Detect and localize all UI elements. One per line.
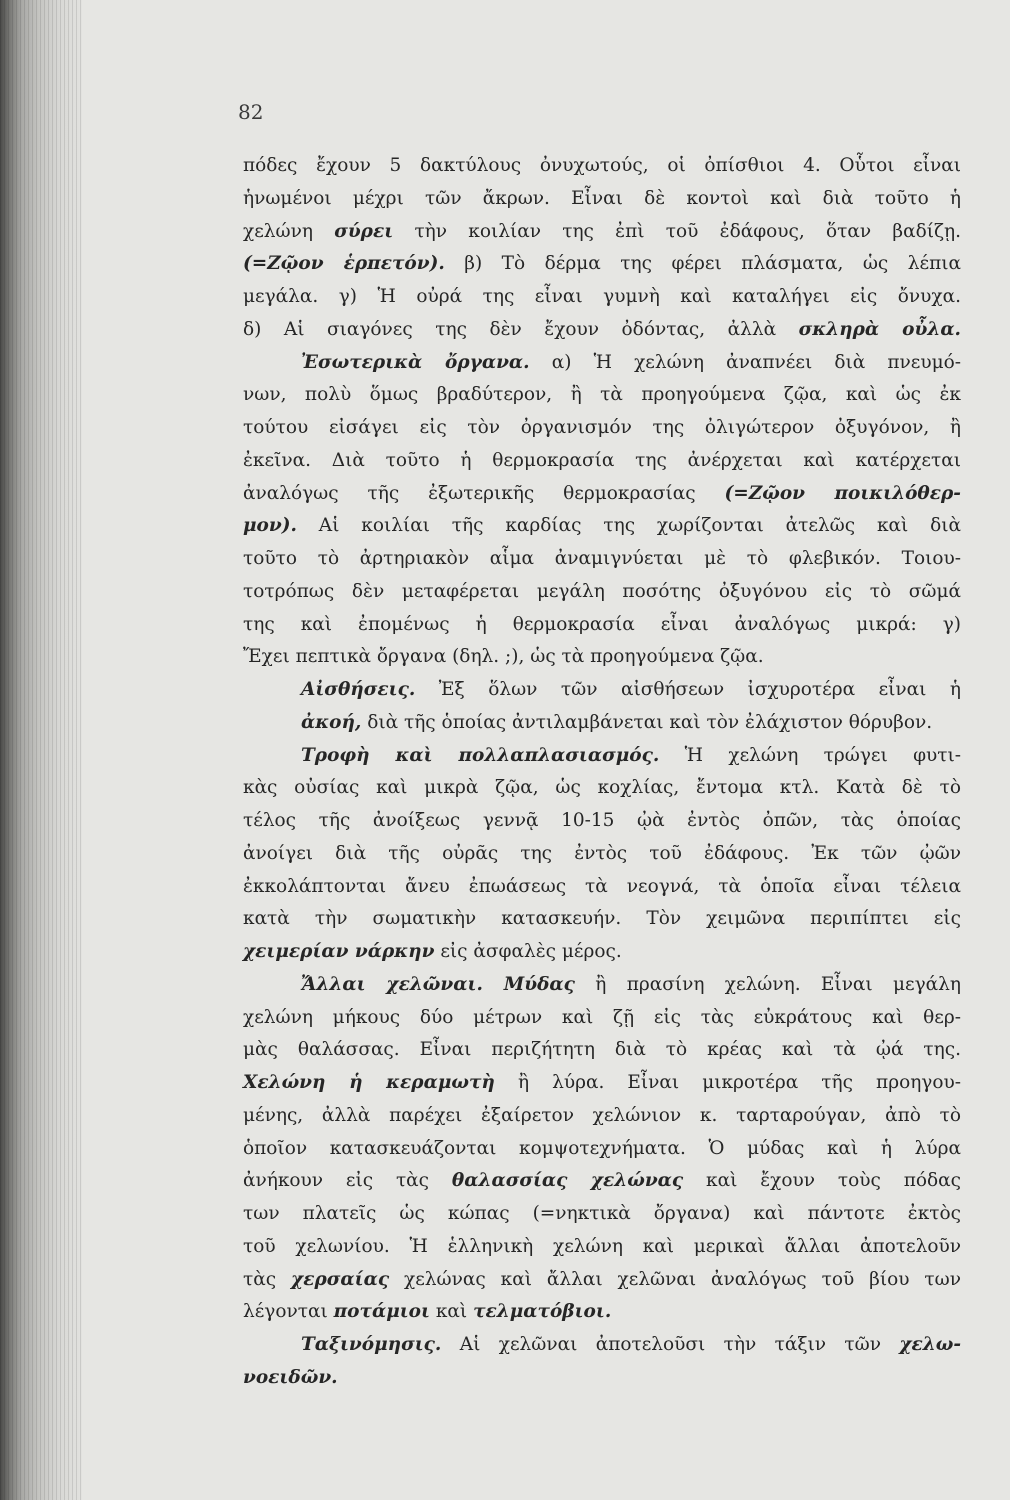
text-run: δ) Αἱ σιαγόνες της δὲν ἔχουν ὀδόντας, ἀλλὰ bbox=[243, 318, 799, 340]
emphasized-term: σύρει bbox=[334, 220, 394, 242]
text-run: Αἱ κοιλίαι τῆς καρδίας της χωρίζονται ἀτελῶς καὶ διὰ bbox=[296, 515, 961, 537]
text-run: μεγάλα. γ) Ἡ οὐρά της εἶναι γυμνὴ καὶ καταλήγει εἰς ὄνυχα. bbox=[243, 286, 961, 307]
text-line bbox=[243, 1198, 961, 1231]
text-line bbox=[243, 1329, 961, 1362]
text-run: ἐκεῖνα. Διὰ τοῦτο ἡ θερμοκρασία της ἀνέρχεται καὶ κατέρχεται bbox=[243, 449, 961, 471]
text-line bbox=[243, 314, 961, 347]
text-line bbox=[243, 412, 961, 445]
text-run: κὰς οὐσίας καὶ μικρὰ ζῷα, ὡς κοχλίας, ἔντομα κτλ. Κατὰ δὲ τὸ bbox=[243, 777, 961, 799]
emphasized-term: Τροφὴ καὶ πολλαπλασιασμός. bbox=[301, 744, 660, 766]
text-line bbox=[243, 674, 961, 707]
text-run: διὰ τῆς ὁποίας ἀντιλαμβάνεται καὶ τὸν ἐλάχιστον θόρυβον. bbox=[361, 711, 933, 733]
text-run: Ἐξ ὅλων τῶν αἰσθήσεων ἰσχυροτέρα εἶναι ἡ bbox=[415, 679, 961, 700]
text-line bbox=[243, 543, 961, 576]
text-run: χελώνας καὶ ἄλλαι χελῶναι ἀναλόγως τοῦ βίου των bbox=[389, 1268, 961, 1290]
text-line bbox=[243, 1133, 961, 1166]
emphasized-term: Ἐσωτερικὰ ὄργανα. bbox=[301, 351, 530, 373]
text-line bbox=[243, 1002, 961, 1035]
emphasized-term: χελω- bbox=[899, 1334, 961, 1355]
text-run: πόδες ἔχουν 5 δακτύλους ὀνυχωτούς, οἱ ὀπίσθιοι 4. Οὗτοι εἶναι bbox=[243, 155, 961, 176]
emphasized-term: τελματόβιοι. bbox=[473, 1301, 612, 1323]
text-run: ἡνωμένοι μέχρι τῶν ἄκρων. Εἶναι δὲ κοντοὶ καὶ διὰ τοῦτο ἡ bbox=[243, 187, 961, 209]
text-run: τούτου εἰσάγει εἰς τὸν ὀργανισμόν της ὀλιγώτερον ὀξυγόνον, ἢ bbox=[243, 417, 961, 438]
text-line bbox=[243, 445, 961, 478]
text-line bbox=[243, 1100, 961, 1133]
text-run: ἀνοίγει διὰ τῆς οὐρᾶς της ἐντὸς τοῦ ἐδάφους. Ἐκ τῶν ᾠῶν bbox=[243, 842, 961, 864]
emphasized-term: ποτάμιοι bbox=[333, 1301, 430, 1323]
text-line bbox=[243, 936, 961, 969]
text-run: νων, πολὺ ὅμως βραδύτερον, ἢ τὰ προηγούμενα ζῷα, καὶ ὡς ἐκ bbox=[243, 384, 961, 406]
text-run: της καὶ ἐπομένως ἡ θερμοκρασία εἶναι ἀναλόγως μικρά: γ) bbox=[243, 613, 961, 635]
text-line bbox=[243, 805, 961, 838]
text-line bbox=[243, 903, 961, 936]
book-spine bbox=[0, 0, 82, 1500]
emphasized-term: ἀκοή, bbox=[301, 711, 362, 733]
text-run: β) Τὸ δέρμα της φέρει πλάσματα, ὡς λέπια bbox=[444, 253, 961, 275]
text-run: μένης, ἀλλὰ παρέχει ἐξαίρετον χελώνιον κ. ταρταρούγαν, ἀπὸ τὸ bbox=[243, 1104, 961, 1126]
text-line bbox=[243, 1067, 961, 1100]
emphasized-term: Ταξινόμησις. bbox=[301, 1334, 442, 1355]
text-line bbox=[243, 347, 961, 380]
text-line bbox=[243, 707, 961, 740]
text-line bbox=[243, 478, 961, 511]
emphasized-term: (=Ζῷον ποικιλόθερ- bbox=[724, 482, 961, 504]
text-run: ἀναλόγως τῆς ἐξωτερικῆς θερμοκρασίας bbox=[243, 482, 725, 504]
page-text bbox=[243, 150, 961, 1395]
text-line bbox=[243, 1034, 961, 1067]
text-run: Ἔχει πεπτικὰ ὄργανα (δηλ. ;), ὡς τὰ προηγούμενα ζῷα. bbox=[243, 646, 764, 668]
text-line bbox=[243, 248, 961, 281]
emphasized-term: σκληρὰ οὖλα. bbox=[798, 318, 962, 340]
text-run: τὴν κοιλίαν της ἐπὶ τοῦ ἐδάφους, ὅταν βαδίζῃ. bbox=[393, 220, 961, 242]
text-line bbox=[243, 379, 961, 412]
text-line bbox=[243, 1264, 961, 1297]
page-number: 82 bbox=[238, 100, 264, 124]
text-run: ἢ λύρα. Εἶναι μικροτέρα τῆς προηγου- bbox=[494, 1072, 962, 1093]
text-line bbox=[243, 216, 961, 249]
text-run: α) Ἡ χελώνη ἀναπνέει διὰ πνευμό- bbox=[529, 351, 961, 373]
emphasized-term: Χελώνη ἡ κεραμωτὴ bbox=[243, 1072, 495, 1093]
text-run: τέλος τῆς ἀνοίξεως γεννᾷ 10-15 ᾠὰ ἐντὸς ὀπῶν, τὰς ὁποίας bbox=[243, 810, 961, 831]
text-run: τοῦτο τὸ ἀρτηριακὸν αἷμα ἀναμιγνύεται μὲ τὸ φλεβικόν. Τοιου- bbox=[243, 548, 961, 569]
text-line bbox=[243, 609, 961, 642]
text-line bbox=[243, 1362, 961, 1395]
emphasized-term: Αἰσθήσεις. bbox=[301, 679, 416, 700]
text-line bbox=[243, 871, 961, 904]
text-line bbox=[243, 183, 961, 216]
text-run: κατὰ τὴν σωματικὴν κατασκευήν. Τὸν χειμῶνα περιπίπτει εἰς bbox=[243, 908, 961, 930]
text-line bbox=[243, 1231, 961, 1264]
text-run: εἰς ἀσφαλὲς μέρος. bbox=[434, 941, 622, 962]
emphasized-term: θαλασσίας χελώνας bbox=[451, 1170, 684, 1192]
text-run: χελώνη μήκους δύο μέτρων καὶ ζῇ εἰς τὰς εὐκράτους καὶ θερ- bbox=[243, 1006, 961, 1028]
emphasized-term: Ἄλλαι χελῶναι. Μύδας bbox=[301, 973, 575, 995]
text-run: ὁποῖον κατασκευάζονται κομψοτεχνήματα. Ὁ μύδας καὶ ἡ λύρα bbox=[243, 1137, 961, 1159]
text-line bbox=[243, 150, 961, 183]
emphasized-term: χερσαίας bbox=[291, 1268, 390, 1290]
text-line bbox=[243, 969, 961, 1002]
text-line bbox=[243, 1165, 961, 1198]
emphasized-term: νοειδῶν. bbox=[243, 1366, 338, 1388]
text-line bbox=[243, 838, 961, 871]
text-line bbox=[243, 576, 961, 609]
emphasized-term: μον). bbox=[243, 515, 297, 537]
text-line bbox=[243, 510, 961, 543]
text-line bbox=[243, 641, 961, 674]
emphasized-term: χειμερίαν νάρκην bbox=[243, 941, 435, 962]
text-run: Αἱ χελῶναι ἀποτελοῦσι τὴν τάξιν τῶν bbox=[441, 1334, 900, 1355]
text-run: μὰς θαλάσσας. Εἶναι περιζήτητη διὰ τὸ κρέας καὶ τὰ ᾠά της. bbox=[243, 1039, 961, 1061]
text-line bbox=[243, 281, 961, 314]
text-line bbox=[243, 772, 961, 805]
text-run: καὶ bbox=[429, 1301, 474, 1323]
text-run: τοτρόπως δὲν μεταφέρεται μεγάλη ποσότης ὀξυγόνου εἰς τὸ σῶμά bbox=[243, 580, 961, 602]
emphasized-term: (=Ζῷον ἑρπετόν). bbox=[243, 253, 445, 275]
text-run: τὰς bbox=[243, 1268, 292, 1290]
text-line bbox=[243, 1296, 961, 1329]
text-run: Ἡ χελώνη τρώγει φυτι- bbox=[659, 744, 962, 766]
text-run: τοῦ χελωνίου. Ἡ ἑλληνικὴ χελώνη καὶ μερικαὶ ἄλλαι ἀποτελοῦν bbox=[243, 1235, 961, 1257]
text-run: χελώνη bbox=[243, 220, 335, 242]
text-run: ἐκκολάπτονται ἄνευ ἐπωάσεως τὰ νεογνά, τὰ ὁποῖα εἶναι τέλεια bbox=[243, 875, 961, 897]
text-line bbox=[243, 740, 961, 773]
text-run: ἀνήκουν εἰς τὰς bbox=[243, 1170, 452, 1192]
text-run: λέγονται bbox=[243, 1301, 334, 1323]
text-run: καὶ ἔχουν τοὺς πόδας bbox=[683, 1170, 961, 1192]
text-run: ἢ πρασίνη χελώνη. Εἶναι μεγάλη bbox=[574, 973, 961, 995]
text-run: των πλατεῖς ὡς κώπας (=νηκτικὰ ὄργανα) καὶ πάντοτε ἐκτὸς bbox=[243, 1203, 961, 1224]
